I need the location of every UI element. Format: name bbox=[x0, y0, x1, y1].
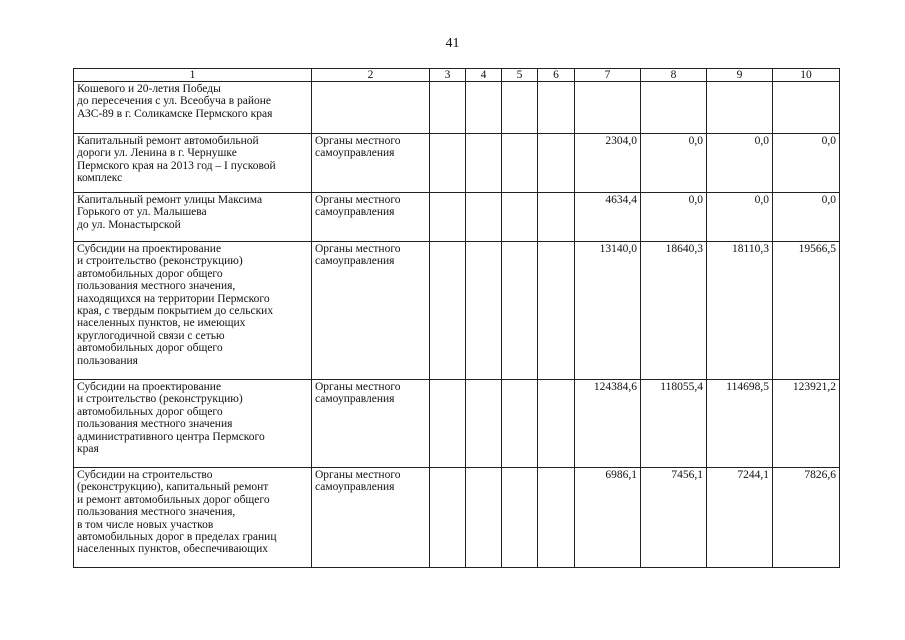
empty-cell bbox=[430, 193, 466, 242]
value-col7: 13140,0 bbox=[575, 242, 641, 380]
row-name-cell bbox=[74, 468, 312, 568]
row-name: Капитальный ремонт улицы Максима Горького от ул. Малышева до ул. Монастырской bbox=[77, 194, 263, 231]
empty-cell bbox=[466, 242, 502, 380]
empty-cell bbox=[466, 380, 502, 468]
value-col7: 6986,1 bbox=[575, 468, 641, 568]
empty-cell bbox=[502, 380, 538, 468]
row-name-cell bbox=[74, 193, 312, 242]
header-cell: 8 bbox=[641, 69, 707, 82]
value-col9: 0,0 bbox=[707, 134, 773, 193]
value-col8: 118055,4 bbox=[641, 380, 707, 468]
empty-cell bbox=[466, 468, 502, 568]
row-name-cell bbox=[74, 242, 312, 380]
row-name: Субсидии на проектирование и строительство (реконструкцию) автомобильных дорог общего пользования местного значения административного центра Пермского края bbox=[77, 381, 265, 456]
value-col10: 19566,5 bbox=[773, 242, 840, 380]
value-col7: 2304,0 bbox=[575, 134, 641, 193]
value-col9 bbox=[707, 82, 773, 134]
value-col7: 4634,4 bbox=[575, 193, 641, 242]
empty-cell bbox=[466, 193, 502, 242]
header-row bbox=[74, 69, 840, 82]
value-col9: 18110,3 bbox=[707, 242, 773, 380]
table-row bbox=[74, 134, 840, 193]
value-col9: 114698,5 bbox=[707, 380, 773, 468]
value-col8: 0,0 bbox=[641, 193, 707, 242]
empty-cell bbox=[430, 242, 466, 380]
table-row bbox=[74, 193, 840, 242]
row-executor: Органы местного самоуправления bbox=[315, 243, 401, 268]
header-cell: 6 bbox=[538, 69, 575, 82]
header-cell: 3 bbox=[430, 69, 466, 82]
header-cell: 10 bbox=[773, 69, 840, 82]
value-col10: 0,0 bbox=[773, 193, 840, 242]
row-executor-cell bbox=[312, 82, 430, 134]
row-executor-cell bbox=[312, 193, 430, 242]
value-col7: 124384,6 bbox=[575, 380, 641, 468]
empty-cell bbox=[466, 134, 502, 193]
empty-cell bbox=[502, 468, 538, 568]
table-row bbox=[74, 380, 840, 468]
row-executor-cell bbox=[312, 242, 430, 380]
value-col7 bbox=[575, 82, 641, 134]
empty-cell bbox=[430, 134, 466, 193]
value-col9: 7244,1 bbox=[707, 468, 773, 568]
row-name: Кошевого и 20-летия Победы до пересечения с ул. Всеобуча в районе АЗС-89 в г. Соликамске Пермского края bbox=[77, 83, 273, 120]
page-number: 41 bbox=[445, 36, 460, 51]
row-executor-cell bbox=[312, 380, 430, 468]
empty-cell bbox=[430, 380, 466, 468]
value-col8: 0,0 bbox=[641, 134, 707, 193]
value-col10: 123921,2 bbox=[773, 380, 840, 468]
empty-cell bbox=[430, 468, 466, 568]
empty-cell bbox=[502, 193, 538, 242]
row-executor: Органы местного самоуправления bbox=[315, 194, 401, 219]
value-col8 bbox=[641, 82, 707, 134]
budget-table bbox=[73, 68, 840, 568]
value-col9: 0,0 bbox=[707, 193, 773, 242]
row-name-cell bbox=[74, 134, 312, 193]
header-cell: 9 bbox=[707, 69, 773, 82]
row-name-cell bbox=[74, 82, 312, 134]
row-executor: Органы местного самоуправления bbox=[315, 135, 401, 160]
value-col10: 7826,6 bbox=[773, 468, 840, 568]
empty-cell bbox=[430, 82, 466, 134]
empty-cell bbox=[466, 82, 502, 134]
empty-cell bbox=[502, 242, 538, 380]
header-cell: 4 bbox=[466, 69, 502, 82]
header-cell: 5 bbox=[502, 69, 538, 82]
value-col10 bbox=[773, 82, 840, 134]
row-executor-cell bbox=[312, 468, 430, 568]
empty-cell bbox=[538, 468, 575, 568]
row-name: Субсидии на строительство (реконструкцию), капитальный ремонт и ремонт автомобильных дорог общего пользования местного значения, в том числе новых участков автомобильных дорог в пределах границ населенных пунктов, обеспечивающих bbox=[77, 469, 277, 556]
header-cell: 2 bbox=[312, 69, 430, 82]
row-executor-cell bbox=[312, 134, 430, 193]
table-row bbox=[74, 242, 840, 380]
header-cell: 7 bbox=[575, 69, 641, 82]
empty-cell bbox=[538, 82, 575, 134]
row-name: Субсидии на проектирование и строительство (реконструкцию) автомобильных дорог общего пользования местного значения, находящихся на территории Пермского края, с твердым покрытием до сельских населенных пунктов, не имеющих круглогодичной связи с сетью автомобильных дорог общего пользования bbox=[77, 243, 274, 367]
table-row bbox=[74, 468, 840, 568]
empty-cell bbox=[538, 242, 575, 380]
empty-cell bbox=[502, 134, 538, 193]
empty-cell bbox=[502, 82, 538, 134]
row-executor: Органы местного самоуправления bbox=[315, 469, 401, 494]
value-col10: 0,0 bbox=[773, 134, 840, 193]
empty-cell bbox=[538, 193, 575, 242]
empty-cell bbox=[538, 134, 575, 193]
row-name: Капитальный ремонт автомобильной дороги ул. Ленина в г. Чернушке Пермского края на 2013 год – I пусковой комплекс bbox=[77, 135, 276, 185]
table-row bbox=[74, 82, 840, 134]
empty-cell bbox=[538, 380, 575, 468]
row-name-cell bbox=[74, 380, 312, 468]
row-executor: Органы местного самоуправления bbox=[315, 381, 401, 406]
value-col8: 18640,3 bbox=[641, 242, 707, 380]
header-cell: 1 bbox=[74, 69, 312, 82]
value-col8: 7456,1 bbox=[641, 468, 707, 568]
